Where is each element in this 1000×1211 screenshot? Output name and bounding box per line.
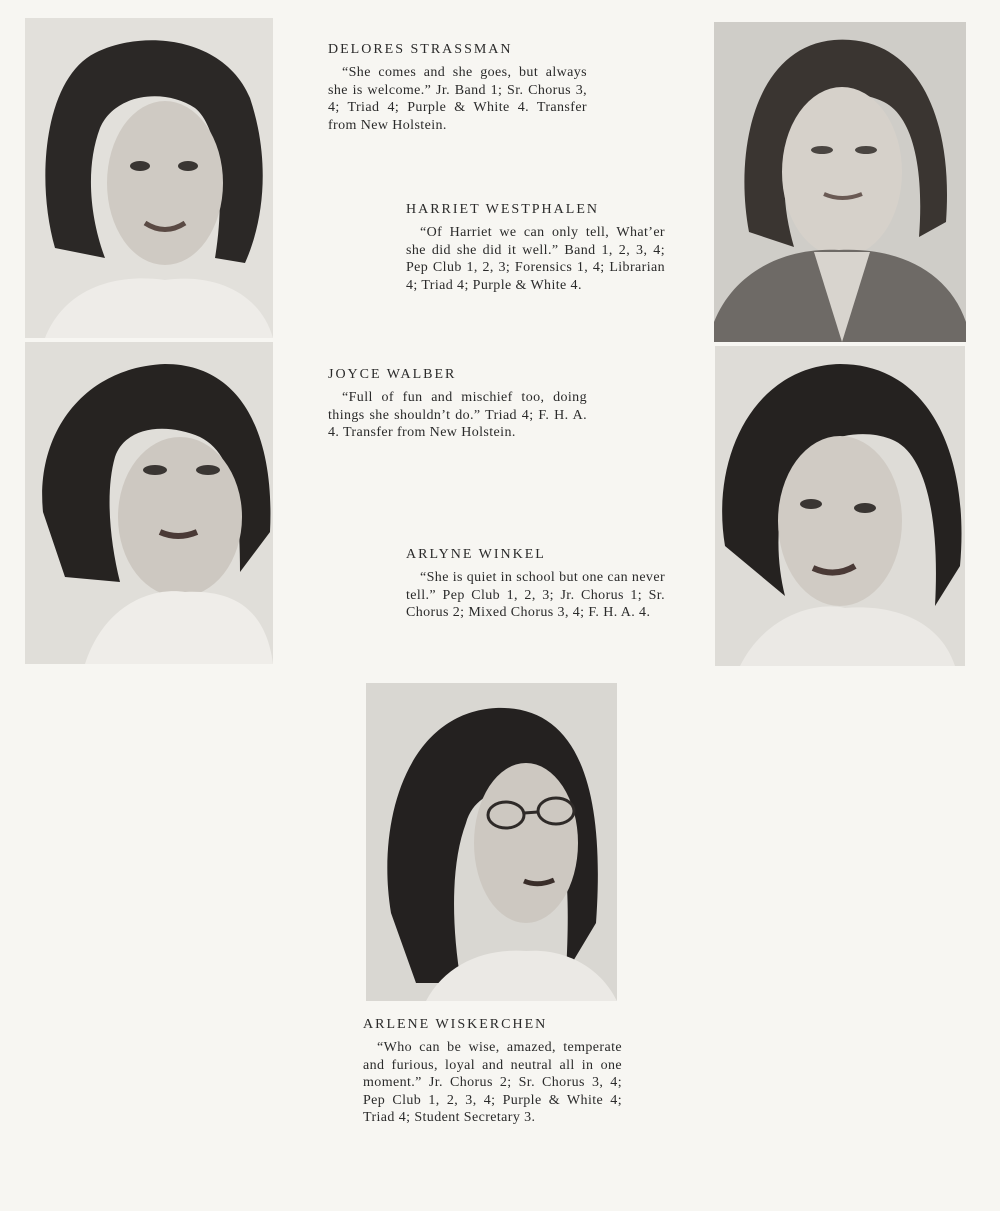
portrait-harriet-westphalen: [714, 22, 966, 342]
portrait-arlyne-winkel: [715, 346, 965, 666]
student-bio: “She comes and she goes, but always she is welcome.” Jr. Band 1; Sr. Chorus 3, 4; Triad 4; Purple & White 4. Transfer from New Holstein.: [328, 65, 587, 133]
student-name: ARLYNE WINKEL: [406, 547, 546, 562]
entry-arlyne-winkel: [406, 547, 665, 622]
portrait-arlene-wiskerchen: [366, 683, 617, 1001]
entry-delores-strassman: [328, 42, 587, 134]
student-name: HARRIET WESTPHALEN: [406, 202, 599, 217]
portrait-delores-strassman: [25, 18, 273, 338]
entry-joyce-walber: [328, 367, 587, 442]
entry-arlene-wiskerchen: [363, 1017, 622, 1127]
entry-harriet-westphalen: [406, 202, 665, 294]
student-bio: “Who can be wise, amazed, temperate and furious, loyal and neutral all in one moment.” Jr. Chorus 2; Sr. Chorus 3, 4; Pep Club 1, 2, 3, 4; Purple & White 4; Triad 4; Student Secretary 3.: [363, 1040, 622, 1125]
student-name: JOYCE WALBER: [328, 367, 457, 382]
portrait-joyce-walber: [25, 342, 273, 664]
student-bio: “Of Harriet we can only tell, What’er she did she did it well.” Band 1, 2, 3, 4; Pep Club 1, 2, 3; Forensics 1, 4; Librarian 4; Triad 4; Purple & White 4.: [406, 225, 665, 293]
student-bio: “She is quiet in school but one can never tell.” Pep Club 1, 2, 3; Jr. Chorus 1; Sr. Chorus 2; Mixed Chorus 3, 4; F. H. A. 4.: [406, 570, 666, 620]
student-name: ARLENE WISKERCHEN: [363, 1017, 548, 1032]
student-bio: “Full of fun and mischief too, doing things she shouldn’t do.” Triad 4; F. H. A. 4. Transfer from New Holstein.: [328, 390, 587, 440]
student-name: DELORES STRASSMAN: [328, 42, 513, 57]
